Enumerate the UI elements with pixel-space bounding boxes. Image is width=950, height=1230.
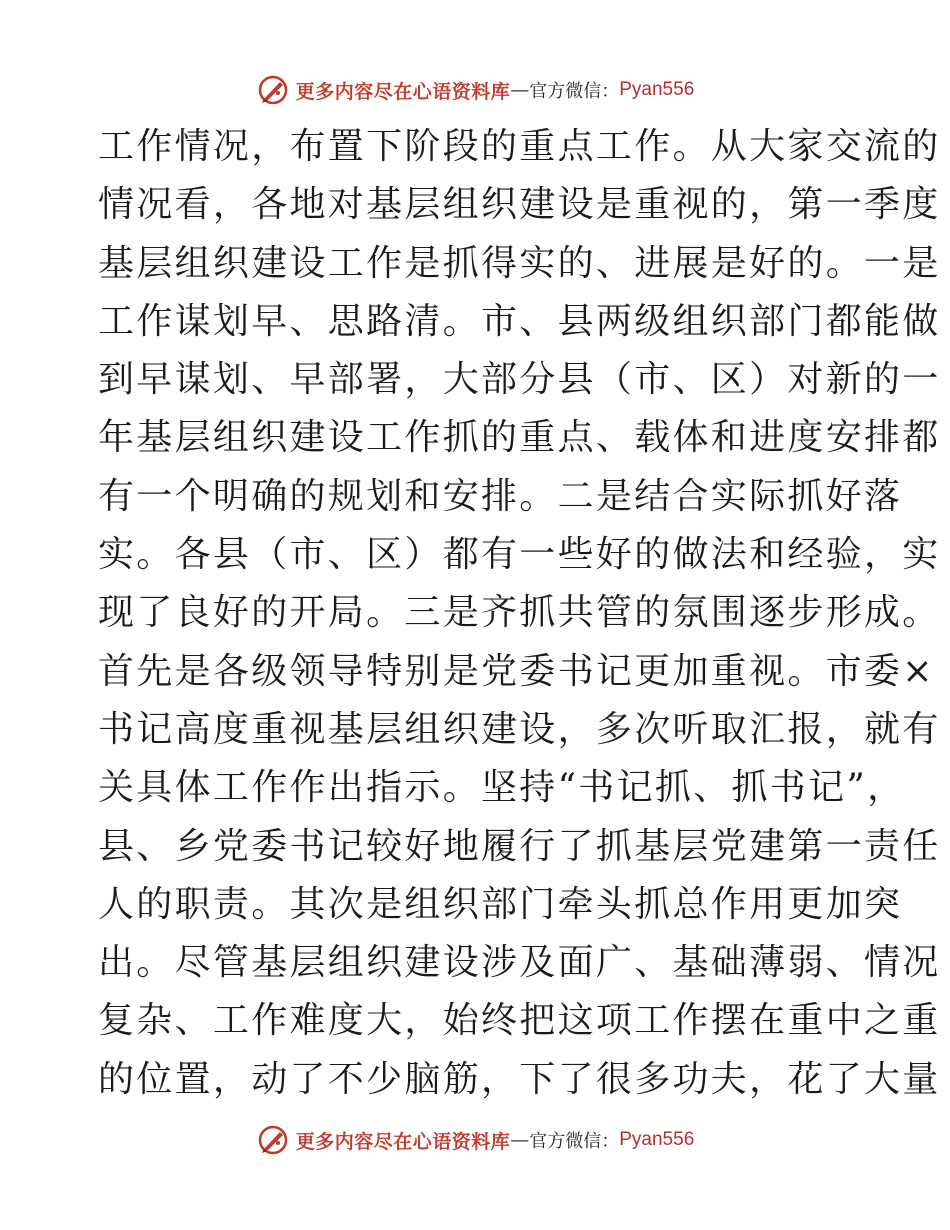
watermark-separator: — <box>510 1129 530 1151</box>
pen-logo-icon <box>256 73 290 107</box>
text-line: 年基层组织建设工作抓的重点、载体和进度安排都 <box>98 417 941 459</box>
text-line: 基层组织建设工作是抓得实的、进展是好的。一是 <box>98 242 941 284</box>
watermark-official-label: 官方微信： <box>529 1131 620 1152</box>
text-line: 人的职责。其次是组织部门牵头抓总作用更加突 <box>98 883 903 925</box>
text-line: 工作情况，布置下阶段的重点工作。从大家交流的 <box>98 126 941 167</box>
text-line: 首先是各级领导特别是党委书记更加重视。市委× <box>98 650 935 692</box>
text-line: 书记高度重视基层组织建设，多次听取汇报，就有 <box>98 708 941 750</box>
document-body <box>98 118 941 1109</box>
watermark-separator: — <box>510 79 530 101</box>
text-line: 县、乡党委书记较好地履行了抓基层党建第一责任 <box>98 825 941 867</box>
text-line: 到早谋划、早部署，大部分县（市、区）对新的一 <box>98 359 941 401</box>
text-line: 关具体工作作出指示。坚持“书记抓、抓书记”， <box>98 767 906 809</box>
text-line: 工作谋划早、思路清。市、县两级组织部门都能做 <box>98 300 941 342</box>
watermark-brand: 更多内容尽在心语资料库 <box>295 1130 511 1153</box>
text-line: 出。尽管基层组织建设涉及面广、基础薄弱、情况 <box>98 942 941 984</box>
watermark-official-label: 官方微信： <box>529 81 620 102</box>
footer-watermark <box>0 1120 950 1160</box>
text-line: 情况看，各地对基层组织建设是重视的，第一季度 <box>98 184 941 226</box>
text-line: 有一个明确的规划和安排。二是结合实际抓好落 <box>98 475 903 517</box>
pen-logo-icon <box>256 1123 290 1157</box>
text-line: 现了良好的开局。三是齐抓共管的氛围逐步形成。 <box>98 592 941 634</box>
watermark-wechat-id: Pyan556 <box>619 1129 695 1150</box>
header-watermark <box>0 70 950 110</box>
text-line: 的位置，动了不少脑筋，下了很多功夫，花了大量 <box>98 1058 941 1100</box>
text-line: 复杂、工作难度大，始终把这项工作摆在重中之重 <box>98 1000 941 1042</box>
watermark-brand: 更多内容尽在心语资料库 <box>295 80 511 103</box>
text-line: 实。各县（市、区）都有一些好的做法和经验，实 <box>98 534 941 576</box>
watermark-wechat-id: Pyan556 <box>619 79 695 100</box>
